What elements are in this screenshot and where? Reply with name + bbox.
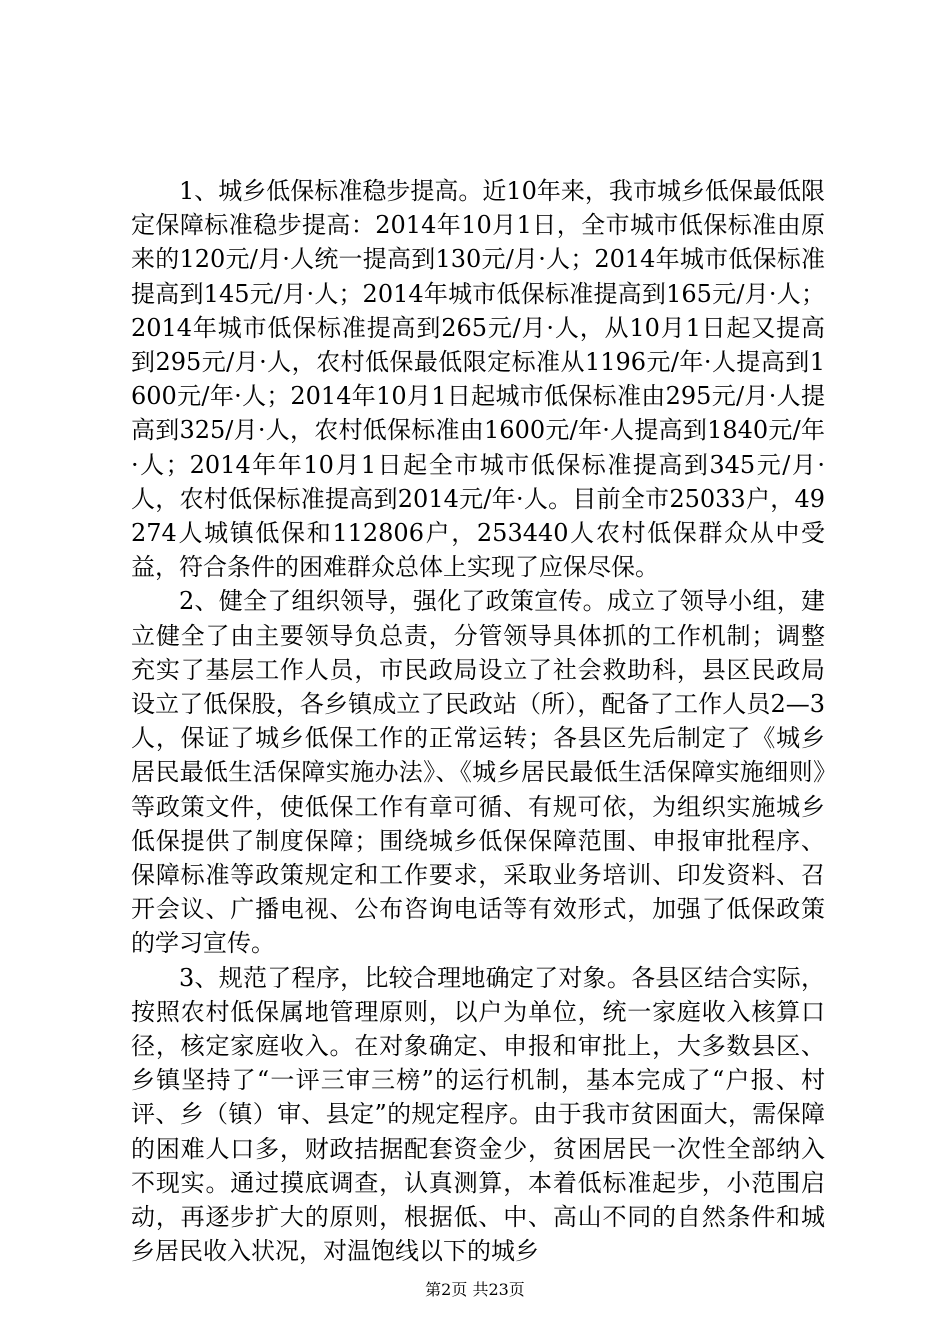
paragraph-2: 2、健全了组织领导，强化了政策宣传。成立了领导小组，建立健全了由主要领导负总责，分管领导具体抓的工作机制；调整充实了基层工作人员，市民政局设立了社会救助科，县区民政局设立了低保股，各乡镇成立了民政站（所），配备了工作人员2—3人，保证了城乡低保工作的正常运转；各县区先后制定了《城乡居民最低生活保障实施办法》、《城乡居民最低生活保障实施细则》等政策文件，使低保工作有章可循、有规可依，为组织实施城乡低保提供了制度保障；围绕城乡低保保障范围、申报审批程序、保障标准等政策规定和工作要求，采取业务培训、印发资料、召开会议、广播电视、公布咨询电话等有效形式，加强了低保政策的学习宣传。 — [131, 587, 825, 958]
paragraph-1: 1、城乡低保标准稳步提高。近10年来，我市城乡低保最低限定保障标准稳步提高：2014年10月1日，全市城市低保标准由原来的120元/月·人统一提高到130元/月·人；2014年城市低保标准提高到145元/月·人；2014年城市低保标准提高到165元/月·人；2014年城市低保标准提高到265元/月·人，从10月1日起又提高到295元/月·人，农村低保最低限定标准从1196元/年·人提高到1600元/年·人；2014年10月1日起城市低保标准由295元/月·人提高到325/月·人，农村低保标准由1600元/年·人提高到1840元/年·人；2014年年10月1日起全市城市低保标准提高到345元/月·人，农村低保标准提高到2014元/年·人。目前全市25033户，49274人城镇低保和112806户，253440人农村低保群众从中受益，符合条件的困难群众总体上实现了应保尽保。 — [131, 177, 825, 582]
page-number-footer: 第2页 共23页 — [425, 1280, 525, 1299]
document-body — [131, 174, 825, 1269]
paragraph-3: 3、规范了程序，比较合理地确定了对象。各县区结合实际，按照农村低保属地管理原则，以户为单位，统一家庭收入核算口径，核定家庭收入。在对象确定、申报和审批上，大多数县区、乡镇坚持了“一评三审三榜”的运行机制，基本完成了“户报、村评、乡（镇）审、县定”的规定程序。由于我市贫困面大，需保障的困难人口多，财政拮据配套资金少，贫困居民一次性全部纳入不现实。通过摸底调查，认真测算，本着低标准起步，小范围启动，再逐步扩大的原则，根据低、中、高山不同的自然条件和城乡居民收入状况，对温饱线以下的城乡 — [131, 963, 825, 1266]
